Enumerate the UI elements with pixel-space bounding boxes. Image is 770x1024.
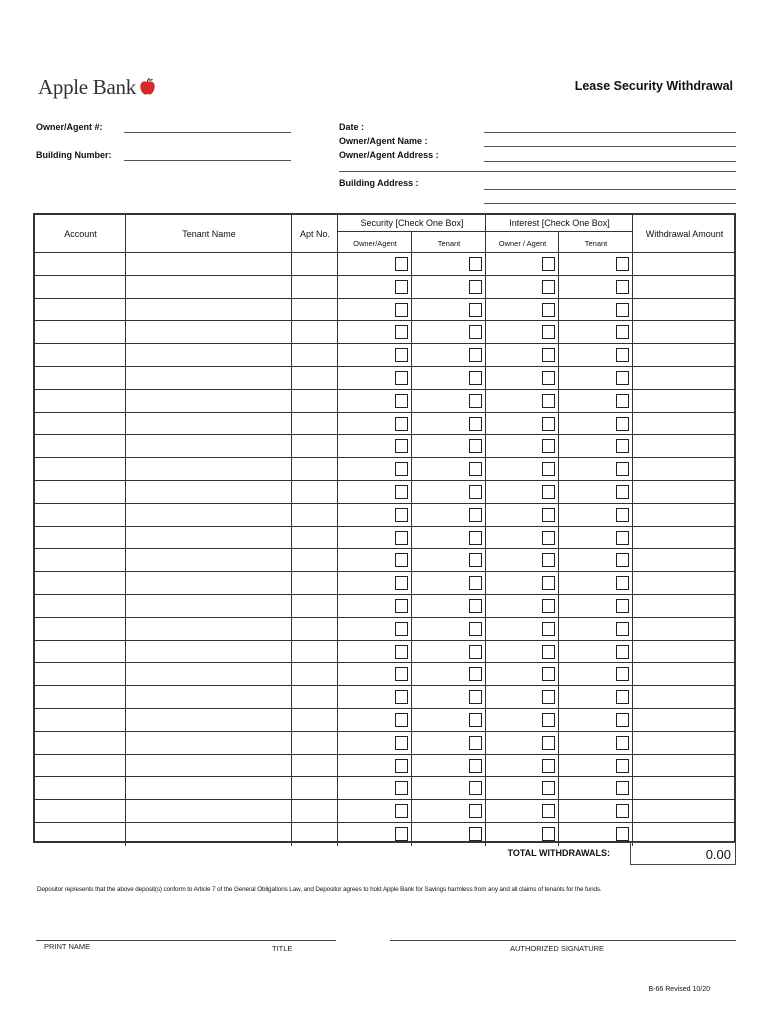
checkbox-int-owner[interactable] — [542, 759, 555, 773]
logo-text: Apple Bank — [38, 74, 136, 99]
checkbox-sec-tenant[interactable] — [469, 371, 482, 385]
checkbox-int-owner[interactable] — [542, 736, 555, 750]
checkbox-int-owner[interactable] — [542, 508, 555, 522]
checkbox-sec-owner[interactable] — [395, 713, 408, 727]
table-cell-account[interactable] — [35, 367, 126, 390]
table-cell-tenant-name[interactable] — [126, 504, 292, 527]
table-cell-tenant-name[interactable] — [126, 276, 292, 299]
table-cell-withdrawal-amount[interactable] — [633, 732, 736, 755]
table-cell-withdrawal-amount[interactable] — [633, 777, 736, 800]
table-cell-tenant-name[interactable] — [126, 641, 292, 664]
date-label: Date : — [339, 122, 365, 132]
table-cell-apt-no[interactable] — [292, 686, 338, 709]
checkbox-sec-tenant[interactable] — [469, 348, 482, 362]
table-cell-withdrawal-amount[interactable] — [633, 618, 736, 641]
checkbox-sec-tenant[interactable] — [469, 485, 482, 499]
table-cell-tenant-name[interactable] — [126, 823, 292, 846]
table-cell-withdrawal-amount[interactable] — [633, 709, 736, 732]
table-cell-tenant-name[interactable] — [126, 299, 292, 322]
checkbox-int-owner[interactable] — [542, 303, 555, 317]
checkbox-int-tenant[interactable] — [616, 485, 629, 499]
table-cell-withdrawal-amount[interactable] — [633, 641, 736, 664]
checkbox-sec-owner[interactable] — [395, 599, 408, 613]
owner-agent-name-label: Owner/Agent Name : — [339, 136, 428, 146]
table-cell-apt-no[interactable] — [292, 823, 338, 846]
table-cell-withdrawal-amount[interactable] — [633, 504, 736, 527]
checkbox-int-owner[interactable] — [542, 531, 555, 545]
checkbox-int-tenant[interactable] — [616, 713, 629, 727]
checkbox-sec-owner[interactable] — [395, 325, 408, 339]
checkbox-sec-owner[interactable] — [395, 508, 408, 522]
table-cell-tenant-name[interactable] — [126, 549, 292, 572]
checkbox-sec-owner[interactable] — [395, 576, 408, 590]
table-cell-tenant-name[interactable] — [126, 732, 292, 755]
table-cell-withdrawal-amount[interactable] — [633, 527, 736, 550]
building-number-label: Building Number: — [36, 150, 112, 160]
table-cell-tenant-name[interactable] — [126, 572, 292, 595]
table-cell-tenant-name[interactable] — [126, 709, 292, 732]
table-cell-withdrawal-amount[interactable] — [633, 413, 736, 436]
checkbox-int-owner[interactable] — [542, 622, 555, 636]
checkbox-int-tenant[interactable] — [616, 394, 629, 408]
checkbox-sec-owner[interactable] — [395, 257, 408, 271]
table-cell-apt-no[interactable] — [292, 595, 338, 618]
checkbox-int-owner[interactable] — [542, 417, 555, 431]
checkbox-int-owner[interactable] — [542, 827, 555, 841]
interest-owner-agent-subheader: Owner / Agent — [498, 239, 547, 248]
checkbox-sec-tenant[interactable] — [469, 303, 482, 317]
table-cell-apt-no[interactable] — [292, 755, 338, 778]
date-field[interactable] — [484, 132, 736, 133]
checkbox-sec-owner[interactable] — [395, 827, 408, 841]
building-address-field[interactable] — [484, 189, 736, 190]
checkbox-int-tenant[interactable] — [616, 667, 629, 681]
table-cell-withdrawal-amount[interactable] — [633, 435, 736, 458]
checkbox-int-owner[interactable] — [542, 690, 555, 704]
checkbox-int-tenant[interactable] — [616, 508, 629, 522]
checkbox-sec-tenant[interactable] — [469, 759, 482, 773]
checkbox-int-tenant[interactable] — [616, 553, 629, 567]
apt-no-column-header: Apt No. — [299, 229, 330, 239]
table-cell-apt-no[interactable] — [292, 618, 338, 641]
checkbox-int-owner[interactable] — [542, 576, 555, 590]
table-cell-apt-no[interactable] — [292, 299, 338, 322]
checkbox-sec-tenant[interactable] — [469, 553, 482, 567]
checkbox-sec-tenant[interactable] — [469, 622, 482, 636]
checkbox-int-tenant[interactable] — [616, 622, 629, 636]
checkbox-sec-tenant[interactable] — [469, 736, 482, 750]
checkbox-int-tenant[interactable] — [616, 690, 629, 704]
checkbox-int-owner[interactable] — [542, 439, 555, 453]
table-cell-withdrawal-amount[interactable] — [633, 276, 736, 299]
apple-bank-logo — [38, 74, 156, 100]
table-cell-withdrawal-amount[interactable] — [633, 595, 736, 618]
table-cell-apt-no[interactable] — [292, 413, 338, 436]
checkbox-sec-tenant[interactable] — [469, 827, 482, 841]
apple-icon — [139, 77, 156, 96]
table-cell-account[interactable] — [35, 641, 126, 664]
checkbox-int-owner[interactable] — [542, 462, 555, 476]
checkbox-sec-tenant[interactable] — [469, 257, 482, 271]
tenant-name-column-header: Tenant Name — [182, 229, 236, 239]
checkbox-int-tenant[interactable] — [616, 736, 629, 750]
checkbox-sec-owner[interactable] — [395, 690, 408, 704]
table-cell-account[interactable] — [35, 800, 126, 823]
table-cell-tenant-name[interactable] — [126, 458, 292, 481]
interest-column-header: Interest [Check One Box] — [509, 218, 610, 228]
table-cell-withdrawal-amount[interactable] — [633, 299, 736, 322]
checkbox-sec-tenant[interactable] — [469, 713, 482, 727]
owner-agent-number-label: Owner/Agent #: — [36, 122, 103, 132]
checkbox-sec-tenant[interactable] — [469, 394, 482, 408]
checkbox-sec-owner[interactable] — [395, 667, 408, 681]
table-cell-tenant-name[interactable] — [126, 344, 292, 367]
table-cell-account[interactable] — [35, 549, 126, 572]
checkbox-int-tenant[interactable] — [616, 827, 629, 841]
table-cell-account[interactable] — [35, 321, 126, 344]
checkbox-sec-owner[interactable] — [395, 303, 408, 317]
table-cell-account[interactable] — [35, 435, 126, 458]
table-cell-account[interactable] — [35, 458, 126, 481]
checkbox-sec-tenant[interactable] — [469, 690, 482, 704]
checkbox-int-tenant[interactable] — [616, 576, 629, 590]
table-cell-apt-no[interactable] — [292, 481, 338, 504]
checkbox-sec-owner[interactable] — [395, 348, 408, 362]
table-cell-account[interactable] — [35, 253, 126, 276]
checkbox-int-owner[interactable] — [542, 485, 555, 499]
table-cell-account[interactable] — [35, 527, 126, 550]
checkbox-int-owner[interactable] — [542, 553, 555, 567]
checkbox-sec-owner[interactable] — [395, 804, 408, 818]
table-cell-apt-no[interactable] — [292, 549, 338, 572]
owner-agent-address-field[interactable] — [484, 161, 736, 162]
checkbox-int-owner[interactable] — [542, 645, 555, 659]
checkbox-int-owner[interactable] — [542, 804, 555, 818]
checkbox-int-owner[interactable] — [542, 348, 555, 362]
disclaimer-text: Depositor represents that the above deposit(s) conform to Article 7 of the General Obligations Law, and Depositor agrees to hold Apple Bank for Savings harmless from any and all claims of tenants for the funds. — [37, 886, 602, 893]
table-cell-account[interactable] — [35, 777, 126, 800]
checkbox-int-owner[interactable] — [542, 713, 555, 727]
table-cell-withdrawal-amount[interactable] — [633, 367, 736, 390]
checkbox-sec-tenant[interactable] — [469, 280, 482, 294]
table-cell-tenant-name[interactable] — [126, 435, 292, 458]
table-cell-tenant-name[interactable] — [126, 755, 292, 778]
checkbox-sec-tenant[interactable] — [469, 325, 482, 339]
checkbox-int-tenant[interactable] — [616, 303, 629, 317]
table-cell-apt-no[interactable] — [292, 435, 338, 458]
checkbox-int-tenant[interactable] — [616, 645, 629, 659]
checkbox-int-owner[interactable] — [542, 280, 555, 294]
interest-tenant-subheader: Tenant — [584, 239, 608, 248]
table-cell-account[interactable] — [35, 663, 126, 686]
table-cell-apt-no[interactable] — [292, 504, 338, 527]
checkbox-int-tenant[interactable] — [616, 439, 629, 453]
authorized-signature-line[interactable] — [390, 940, 736, 941]
table-cell-withdrawal-amount[interactable] — [633, 549, 736, 572]
checkbox-int-owner[interactable] — [542, 667, 555, 681]
table-cell-account[interactable] — [35, 618, 126, 641]
checkbox-sec-tenant[interactable] — [469, 531, 482, 545]
owner-agent-name-field[interactable] — [484, 146, 736, 147]
checkbox-sec-owner[interactable] — [395, 394, 408, 408]
table-cell-apt-no[interactable] — [292, 344, 338, 367]
checkbox-int-tenant[interactable] — [616, 781, 629, 795]
checkbox-int-owner[interactable] — [542, 599, 555, 613]
table-cell-apt-no[interactable] — [292, 572, 338, 595]
checkbox-int-tenant[interactable] — [616, 325, 629, 339]
table-cell-tenant-name[interactable] — [126, 390, 292, 413]
authorized-signature-label: AUTHORIZED SIGNATURE — [510, 944, 605, 953]
table-cell-account[interactable] — [35, 504, 126, 527]
table-cell-apt-no[interactable] — [292, 777, 338, 800]
security-tenant-subheader: Tenant — [437, 239, 461, 248]
checkbox-int-tenant[interactable] — [616, 599, 629, 613]
checkbox-sec-owner[interactable] — [395, 462, 408, 476]
table-cell-apt-no[interactable] — [292, 527, 338, 550]
checkbox-int-owner[interactable] — [542, 394, 555, 408]
table-cell-account[interactable] — [35, 595, 126, 618]
building-address-field-line-2[interactable] — [484, 203, 736, 204]
table-cell-tenant-name[interactable] — [126, 800, 292, 823]
owner-agent-number-field[interactable] — [124, 132, 291, 133]
table-cell-apt-no[interactable] — [292, 276, 338, 299]
building-number-field[interactable] — [124, 160, 291, 161]
table-cell-account[interactable] — [35, 709, 126, 732]
table-cell-tenant-name[interactable] — [126, 413, 292, 436]
table-cell-tenant-name[interactable] — [126, 481, 292, 504]
security-column-header: Security [Check One Box] — [360, 218, 464, 228]
table-cell-withdrawal-amount[interactable] — [633, 481, 736, 504]
checkbox-sec-owner[interactable] — [395, 280, 408, 294]
checkbox-sec-owner[interactable] — [395, 439, 408, 453]
checkbox-int-owner[interactable] — [542, 257, 555, 271]
table-cell-withdrawal-amount[interactable] — [633, 755, 736, 778]
print-name-label: PRINT NAME — [44, 942, 91, 951]
table-cell-apt-no[interactable] — [292, 321, 338, 344]
table-cell-account[interactable] — [35, 481, 126, 504]
table-cell-withdrawal-amount[interactable] — [633, 686, 736, 709]
table-cell-tenant-name[interactable] — [126, 663, 292, 686]
table-cell-account[interactable] — [35, 413, 126, 436]
checkbox-sec-owner[interactable] — [395, 622, 408, 636]
table-cell-account[interactable] — [35, 390, 126, 413]
checkbox-int-tenant[interactable] — [616, 280, 629, 294]
total-withdrawals-label: TOTAL WITHDRAWALS: — [507, 848, 610, 858]
table-cell-account[interactable] — [35, 732, 126, 755]
checkbox-sec-tenant[interactable] — [469, 645, 482, 659]
table-cell-apt-no[interactable] — [292, 458, 338, 481]
checkbox-int-tenant[interactable] — [616, 348, 629, 362]
checkbox-sec-owner[interactable] — [395, 736, 408, 750]
checkbox-sec-tenant[interactable] — [469, 417, 482, 431]
form-title: Lease Security Withdrawal — [574, 79, 733, 93]
table-cell-withdrawal-amount[interactable] — [633, 458, 736, 481]
table-cell-account[interactable] — [35, 344, 126, 367]
checkbox-sec-tenant[interactable] — [469, 781, 482, 795]
table-cell-tenant-name[interactable] — [126, 618, 292, 641]
section-divider — [339, 171, 736, 172]
checkbox-sec-owner[interactable] — [395, 417, 408, 431]
table-cell-apt-no[interactable] — [292, 390, 338, 413]
checkbox-sec-tenant[interactable] — [469, 462, 482, 476]
checkbox-sec-owner[interactable] — [395, 645, 408, 659]
checkbox-int-tenant[interactable] — [616, 371, 629, 385]
table-cell-tenant-name[interactable] — [126, 253, 292, 276]
checkbox-sec-owner[interactable] — [395, 485, 408, 499]
table-cell-tenant-name[interactable] — [126, 686, 292, 709]
checkbox-sec-owner[interactable] — [395, 781, 408, 795]
table-cell-withdrawal-amount[interactable] — [633, 390, 736, 413]
table-cell-apt-no[interactable] — [292, 709, 338, 732]
checkbox-int-owner[interactable] — [542, 371, 555, 385]
checkbox-int-tenant[interactable] — [616, 462, 629, 476]
title-label: TITLE — [272, 944, 293, 953]
table-cell-tenant-name[interactable] — [126, 527, 292, 550]
checkbox-sec-owner[interactable] — [395, 371, 408, 385]
table-cell-tenant-name[interactable] — [126, 367, 292, 390]
table-cell-apt-no[interactable] — [292, 663, 338, 686]
checkbox-sec-tenant[interactable] — [469, 508, 482, 522]
table-cell-account[interactable] — [35, 572, 126, 595]
checkbox-int-tenant[interactable] — [616, 257, 629, 271]
table-cell-tenant-name[interactable] — [126, 321, 292, 344]
checkbox-int-owner[interactable] — [542, 781, 555, 795]
checkbox-sec-tenant[interactable] — [469, 599, 482, 613]
table-cell-account[interactable] — [35, 755, 126, 778]
form-revision: B-66 Revised 10/20 — [648, 986, 710, 993]
total-withdrawals-value[interactable]: 0.00 — [630, 842, 736, 865]
building-address-label: Building Address : — [339, 178, 419, 188]
withdrawal-table — [33, 213, 736, 843]
print-name-title-line[interactable] — [36, 940, 336, 941]
table-cell-account[interactable] — [35, 276, 126, 299]
table-cell-withdrawal-amount[interactable] — [633, 253, 736, 276]
table-cell-withdrawal-amount[interactable] — [633, 572, 736, 595]
table-cell-withdrawal-amount[interactable] — [633, 663, 736, 686]
table-cell-apt-no[interactable] — [292, 253, 338, 276]
table-cell-withdrawal-amount[interactable] — [633, 344, 736, 367]
table-cell-withdrawal-amount[interactable] — [633, 321, 736, 344]
checkbox-sec-owner[interactable] — [395, 553, 408, 567]
checkbox-sec-tenant[interactable] — [469, 667, 482, 681]
checkbox-sec-owner[interactable] — [395, 531, 408, 545]
table-cell-withdrawal-amount[interactable] — [633, 800, 736, 823]
table-cell-tenant-name[interactable] — [126, 595, 292, 618]
withdrawal-amount-column-header: Withdrawal Amount — [645, 229, 724, 239]
checkbox-sec-tenant[interactable] — [469, 439, 482, 453]
checkbox-int-tenant[interactable] — [616, 759, 629, 773]
checkbox-int-tenant[interactable] — [616, 531, 629, 545]
table-cell-tenant-name[interactable] — [126, 777, 292, 800]
checkbox-int-tenant[interactable] — [616, 417, 629, 431]
table-cell-account[interactable] — [35, 299, 126, 322]
checkbox-sec-owner[interactable] — [395, 759, 408, 773]
table-cell-account[interactable] — [35, 686, 126, 709]
security-owner-agent-subheader: Owner/Agent — [353, 239, 397, 248]
table-cell-account[interactable] — [35, 823, 126, 846]
table-cell-apt-no[interactable] — [292, 367, 338, 390]
checkbox-sec-tenant[interactable] — [469, 804, 482, 818]
checkbox-int-tenant[interactable] — [616, 804, 629, 818]
table-cell-apt-no[interactable] — [292, 800, 338, 823]
checkbox-sec-tenant[interactable] — [469, 576, 482, 590]
checkbox-int-owner[interactable] — [542, 325, 555, 339]
table-cell-apt-no[interactable] — [292, 641, 338, 664]
table-cell-apt-no[interactable] — [292, 732, 338, 755]
account-column-header: Account — [64, 229, 97, 239]
owner-agent-address-label: Owner/Agent Address : — [339, 150, 439, 160]
